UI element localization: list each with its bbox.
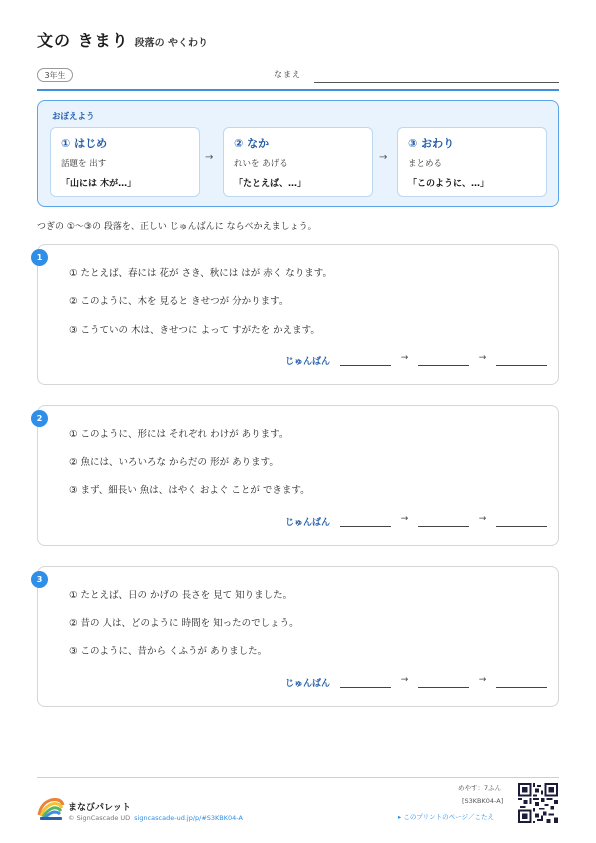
step-desc: まとめる xyxy=(408,159,443,169)
arrow-icon: → xyxy=(379,152,388,163)
page-subtitle: 段落の やくわり xyxy=(134,38,209,49)
footer-divider xyxy=(37,777,559,778)
answer-row xyxy=(285,354,547,367)
answer-row xyxy=(285,515,547,528)
step-card-owari xyxy=(397,127,547,197)
oboeyou-panel xyxy=(37,100,559,207)
brand-name: まなびパレット xyxy=(68,803,131,813)
answer-blank[interactable] xyxy=(496,526,547,527)
answer-label: じゅんばん xyxy=(285,357,331,367)
answer-blank[interactable] xyxy=(340,526,391,527)
answer-label: じゅんばん xyxy=(285,518,331,528)
arrow-icon: → xyxy=(400,514,409,524)
answer-row xyxy=(285,676,547,689)
arrow-icon: → xyxy=(478,353,487,363)
step-title: ① はじめ xyxy=(61,137,108,150)
sentence-3: ③ まず、細長い 魚は、はやく およぐ ことが できます。 xyxy=(69,485,310,496)
answer-blank[interactable] xyxy=(418,365,469,366)
site-link[interactable]: signcascade-ud.jp/p/#S3KBK04-A xyxy=(134,814,243,822)
sentence-1: ① たとえば、日の かげの 長さを 見て 知りました。 xyxy=(69,590,293,601)
step-desc: れいを あげる xyxy=(234,159,288,169)
answer-blank[interactable] xyxy=(496,687,547,688)
step-title: ② なか xyxy=(234,137,270,150)
question-number-badge: 2 xyxy=(31,410,48,427)
question-box-2 xyxy=(37,405,559,546)
oboeyou-title: おぼえよう xyxy=(52,112,95,122)
arrow-icon: → xyxy=(478,675,487,685)
question-box-3 xyxy=(37,566,559,707)
title-block xyxy=(37,28,208,51)
sentence-3: ③ こうていの 木は、きせつに よって すがたを かえます。 xyxy=(69,325,320,336)
name-line xyxy=(314,82,559,83)
answer-label: じゅんばん xyxy=(285,679,331,689)
answer-blank[interactable] xyxy=(418,687,469,688)
answer-blank[interactable] xyxy=(340,365,391,366)
step-example: 「たとえば、…」 xyxy=(234,179,307,189)
instruction-text: つぎの ①～③の 段落を、正しい じゅんばんに ならべかえましょう。 xyxy=(37,222,317,232)
copyright-text: © SignCascade UD xyxy=(68,814,131,822)
answer-blank[interactable] xyxy=(496,365,547,366)
sentence-3: ③ このように、昔から くふうが ありました。 xyxy=(69,646,268,657)
arrow-icon: → xyxy=(478,514,487,524)
step-card-hajime xyxy=(50,127,200,197)
answer-blank[interactable] xyxy=(418,526,469,527)
name-label: なまえ xyxy=(274,70,301,79)
step-example: 「山には 木が…」 xyxy=(61,179,137,189)
sentence-1: ① たとえば、春には 花が さき、秋には はが 赤く なります。 xyxy=(69,268,332,279)
print-page-link[interactable]: ▸ このプリントのページ／こたえ xyxy=(398,813,494,821)
step-desc: 話題を 出す xyxy=(61,159,107,169)
question-number-badge: 1 xyxy=(31,249,48,266)
arrow-icon: → xyxy=(400,675,409,685)
question-box-1 xyxy=(37,244,559,385)
copyright xyxy=(68,814,243,822)
arrow-icon: → xyxy=(400,353,409,363)
qr-code-icon[interactable] xyxy=(518,783,558,823)
step-card-naka xyxy=(223,127,373,197)
sentence-2: ② 昔の 人は、どのように 時間を 知ったのでしょう。 xyxy=(69,618,299,629)
sentence-2: ② このように、木を 見ると きせつが 分かります。 xyxy=(69,296,289,307)
header-divider xyxy=(37,89,559,91)
step-example: 「このように、…」 xyxy=(408,179,490,189)
time-estimate: めやす：7ふん xyxy=(458,784,502,792)
sentence-2: ② 魚には、いろいろな からだの 形が あります。 xyxy=(69,457,279,468)
question-number-badge: 3 xyxy=(31,571,48,588)
print-code: [S3KBK04-A] xyxy=(462,797,504,805)
step-title: ③ おわり xyxy=(408,137,455,150)
page-title: 文の きまり xyxy=(37,31,129,50)
sentence-1: ① このように、形には それぞれ わけが あります。 xyxy=(69,429,289,440)
palette-logo-icon xyxy=(37,797,65,821)
grade-badge: 3年生 xyxy=(37,68,73,82)
arrow-icon: → xyxy=(205,152,214,163)
answer-blank[interactable] xyxy=(340,687,391,688)
